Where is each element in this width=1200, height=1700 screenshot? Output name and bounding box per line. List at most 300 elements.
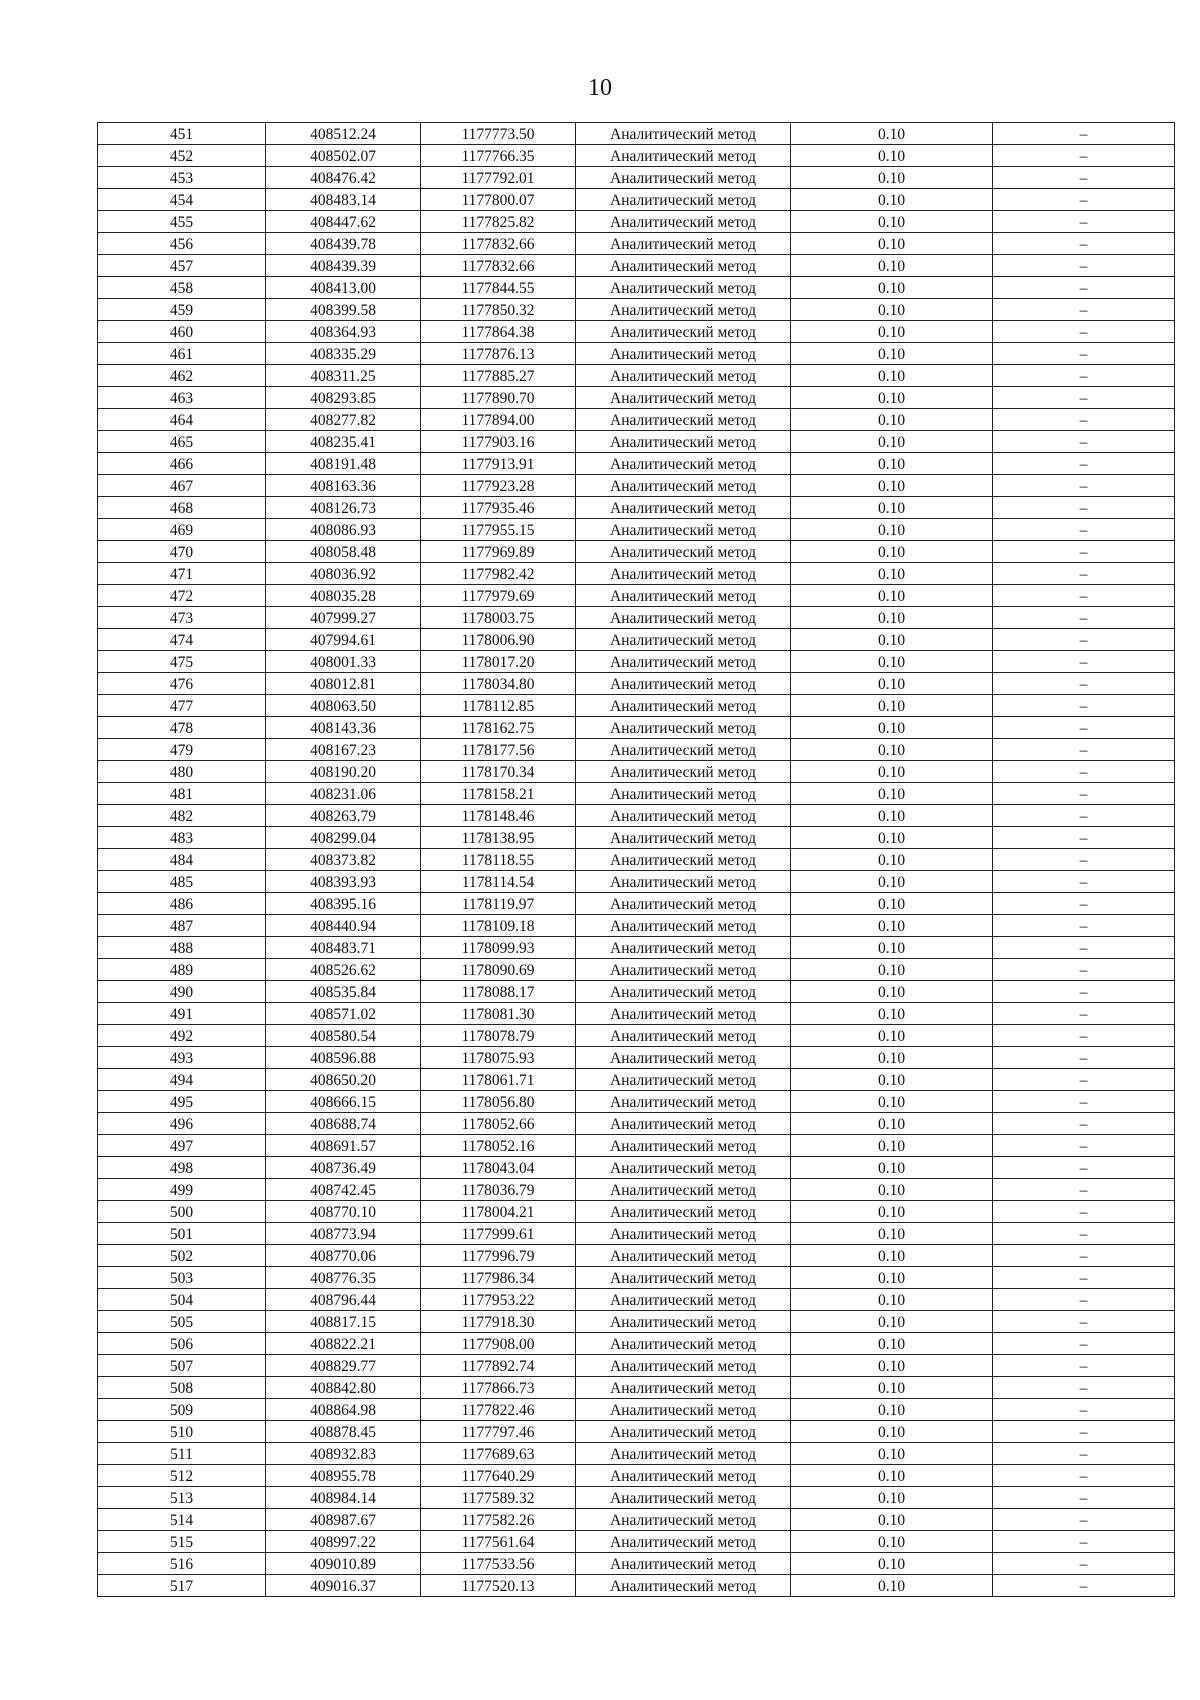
accuracy-cell: 0.10	[791, 1399, 993, 1421]
point-number-cell: 499	[98, 1179, 266, 1201]
description-cell: –	[993, 541, 1175, 563]
description-cell: –	[993, 431, 1175, 453]
point-number-cell: 459	[98, 299, 266, 321]
x-coordinate-cell: 408001.33	[266, 651, 421, 673]
x-coordinate-cell: 408526.62	[266, 959, 421, 981]
point-number-cell: 479	[98, 739, 266, 761]
accuracy-cell: 0.10	[791, 453, 993, 475]
description-cell: –	[993, 695, 1175, 717]
point-number-cell: 487	[98, 915, 266, 937]
table-row	[98, 387, 1175, 409]
method-cell: Аналитический метод	[576, 1421, 791, 1443]
description-cell: –	[993, 1553, 1175, 1575]
table-row	[98, 717, 1175, 739]
point-number-cell: 471	[98, 563, 266, 585]
table-row	[98, 849, 1175, 871]
y-coordinate-cell: 1177953.22	[421, 1289, 576, 1311]
method-cell: Аналитический метод	[576, 1025, 791, 1047]
method-cell: Аналитический метод	[576, 739, 791, 761]
description-cell: –	[993, 1399, 1175, 1421]
description-cell: –	[993, 1113, 1175, 1135]
x-coordinate-cell: 408476.42	[266, 167, 421, 189]
description-cell: –	[993, 1025, 1175, 1047]
x-coordinate-cell: 408191.48	[266, 453, 421, 475]
description-cell: –	[993, 915, 1175, 937]
point-number-cell: 501	[98, 1223, 266, 1245]
accuracy-cell: 0.10	[791, 1179, 993, 1201]
table-row	[98, 563, 1175, 585]
x-coordinate-cell: 408035.28	[266, 585, 421, 607]
point-number-cell: 466	[98, 453, 266, 475]
y-coordinate-cell: 1178158.21	[421, 783, 576, 805]
method-cell: Аналитический метод	[576, 893, 791, 915]
x-coordinate-cell: 408483.14	[266, 189, 421, 211]
y-coordinate-cell: 1177825.82	[421, 211, 576, 233]
point-number-cell: 504	[98, 1289, 266, 1311]
x-coordinate-cell: 408483.71	[266, 937, 421, 959]
point-number-cell: 507	[98, 1355, 266, 1377]
accuracy-cell: 0.10	[791, 277, 993, 299]
x-coordinate-cell: 408535.84	[266, 981, 421, 1003]
point-number-cell: 509	[98, 1399, 266, 1421]
x-coordinate-cell: 408143.36	[266, 717, 421, 739]
point-number-cell: 503	[98, 1267, 266, 1289]
accuracy-cell: 0.10	[791, 761, 993, 783]
x-coordinate-cell: 408235.41	[266, 431, 421, 453]
method-cell: Аналитический метод	[576, 1091, 791, 1113]
table-row	[98, 1025, 1175, 1047]
method-cell: Аналитический метод	[576, 871, 791, 893]
x-coordinate-cell: 408364.93	[266, 321, 421, 343]
description-cell: –	[993, 1201, 1175, 1223]
point-number-cell: 491	[98, 1003, 266, 1025]
y-coordinate-cell: 1177832.66	[421, 233, 576, 255]
method-cell: Аналитический метод	[576, 1333, 791, 1355]
method-cell: Аналитический метод	[576, 1575, 791, 1597]
y-coordinate-cell: 1177832.66	[421, 255, 576, 277]
point-number-cell: 456	[98, 233, 266, 255]
point-number-cell: 516	[98, 1553, 266, 1575]
description-cell: –	[993, 255, 1175, 277]
accuracy-cell: 0.10	[791, 1003, 993, 1025]
y-coordinate-cell: 1177561.64	[421, 1531, 576, 1553]
y-coordinate-cell: 1177935.46	[421, 497, 576, 519]
method-cell: Аналитический метод	[576, 1113, 791, 1135]
method-cell: Аналитический метод	[576, 409, 791, 431]
description-cell: –	[993, 849, 1175, 871]
method-cell: Аналитический метод	[576, 783, 791, 805]
x-coordinate-cell: 408393.93	[266, 871, 421, 893]
table-row	[98, 585, 1175, 607]
point-number-cell: 469	[98, 519, 266, 541]
method-cell: Аналитический метод	[576, 651, 791, 673]
description-cell: –	[993, 1135, 1175, 1157]
table-row	[98, 277, 1175, 299]
table-row	[98, 1487, 1175, 1509]
table-row	[98, 915, 1175, 937]
table-row	[98, 1311, 1175, 1333]
point-number-cell: 493	[98, 1047, 266, 1069]
table-row	[98, 827, 1175, 849]
table-row	[98, 673, 1175, 695]
description-cell: –	[993, 1267, 1175, 1289]
x-coordinate-cell: 408086.93	[266, 519, 421, 541]
table-row	[98, 1267, 1175, 1289]
accuracy-cell: 0.10	[791, 827, 993, 849]
point-number-cell: 514	[98, 1509, 266, 1531]
x-coordinate-cell: 408997.22	[266, 1531, 421, 1553]
x-coordinate-cell: 408399.58	[266, 299, 421, 321]
x-coordinate-cell: 408842.80	[266, 1377, 421, 1399]
accuracy-cell: 0.10	[791, 651, 993, 673]
accuracy-cell: 0.10	[791, 585, 993, 607]
y-coordinate-cell: 1178118.55	[421, 849, 576, 871]
point-number-cell: 498	[98, 1157, 266, 1179]
accuracy-cell: 0.10	[791, 1333, 993, 1355]
table-row	[98, 541, 1175, 563]
point-number-cell: 517	[98, 1575, 266, 1597]
x-coordinate-cell: 408770.10	[266, 1201, 421, 1223]
point-number-cell: 464	[98, 409, 266, 431]
y-coordinate-cell: 1178078.79	[421, 1025, 576, 1047]
accuracy-cell: 0.10	[791, 1465, 993, 1487]
description-cell: –	[993, 277, 1175, 299]
y-coordinate-cell: 1178081.30	[421, 1003, 576, 1025]
y-coordinate-cell: 1178061.71	[421, 1069, 576, 1091]
y-coordinate-cell: 1177822.46	[421, 1399, 576, 1421]
method-cell: Аналитический метод	[576, 849, 791, 871]
point-number-cell: 489	[98, 959, 266, 981]
method-cell: Аналитический метод	[576, 1289, 791, 1311]
y-coordinate-cell: 1177923.28	[421, 475, 576, 497]
y-coordinate-cell: 1177844.55	[421, 277, 576, 299]
x-coordinate-cell: 408277.82	[266, 409, 421, 431]
method-cell: Аналитический метод	[576, 1157, 791, 1179]
y-coordinate-cell: 1178043.04	[421, 1157, 576, 1179]
accuracy-cell: 0.10	[791, 321, 993, 343]
accuracy-cell: 0.10	[791, 629, 993, 651]
description-cell: –	[993, 563, 1175, 585]
method-cell: Аналитический метод	[576, 717, 791, 739]
description-cell: –	[993, 761, 1175, 783]
point-number-cell: 482	[98, 805, 266, 827]
method-cell: Аналитический метод	[576, 145, 791, 167]
table-row	[98, 255, 1175, 277]
description-cell: –	[993, 1047, 1175, 1069]
y-coordinate-cell: 1178006.90	[421, 629, 576, 651]
x-coordinate-cell: 408413.00	[266, 277, 421, 299]
method-cell: Аналитический метод	[576, 1377, 791, 1399]
point-number-cell: 481	[98, 783, 266, 805]
y-coordinate-cell: 1177582.26	[421, 1509, 576, 1531]
accuracy-cell: 0.10	[791, 1377, 993, 1399]
description-cell: –	[993, 1179, 1175, 1201]
y-coordinate-cell: 1177773.50	[421, 123, 576, 145]
method-cell: Аналитический метод	[576, 1047, 791, 1069]
accuracy-cell: 0.10	[791, 1487, 993, 1509]
table-row	[98, 871, 1175, 893]
table-row	[98, 519, 1175, 541]
y-coordinate-cell: 1177589.32	[421, 1487, 576, 1509]
method-cell: Аналитический метод	[576, 761, 791, 783]
point-number-cell: 474	[98, 629, 266, 651]
x-coordinate-cell: 408036.92	[266, 563, 421, 585]
x-coordinate-cell: 408822.21	[266, 1333, 421, 1355]
method-cell: Аналитический метод	[576, 233, 791, 255]
accuracy-cell: 0.10	[791, 497, 993, 519]
point-number-cell: 490	[98, 981, 266, 1003]
x-coordinate-cell: 408878.45	[266, 1421, 421, 1443]
table-row	[98, 937, 1175, 959]
y-coordinate-cell: 1178162.75	[421, 717, 576, 739]
description-cell: –	[993, 651, 1175, 673]
x-coordinate-cell: 408691.57	[266, 1135, 421, 1157]
point-number-cell: 458	[98, 277, 266, 299]
table-row	[98, 365, 1175, 387]
method-cell: Аналитический метод	[576, 343, 791, 365]
x-coordinate-cell: 408012.81	[266, 673, 421, 695]
table-row	[98, 1575, 1175, 1597]
method-cell: Аналитический метод	[576, 1355, 791, 1377]
accuracy-cell: 0.10	[791, 1267, 993, 1289]
description-cell: –	[993, 805, 1175, 827]
description-cell: –	[993, 1245, 1175, 1267]
point-number-cell: 478	[98, 717, 266, 739]
x-coordinate-cell: 408571.02	[266, 1003, 421, 1025]
point-number-cell: 480	[98, 761, 266, 783]
method-cell: Аналитический метод	[576, 1311, 791, 1333]
method-cell: Аналитический метод	[576, 1179, 791, 1201]
x-coordinate-cell: 408666.15	[266, 1091, 421, 1113]
accuracy-cell: 0.10	[791, 211, 993, 233]
table-row	[98, 1069, 1175, 1091]
table-row	[98, 233, 1175, 255]
description-cell: –	[993, 387, 1175, 409]
y-coordinate-cell: 1177533.56	[421, 1553, 576, 1575]
table-row	[98, 497, 1175, 519]
description-cell: –	[993, 629, 1175, 651]
method-cell: Аналитический метод	[576, 1509, 791, 1531]
accuracy-cell: 0.10	[791, 783, 993, 805]
accuracy-cell: 0.10	[791, 233, 993, 255]
accuracy-cell: 0.10	[791, 739, 993, 761]
description-cell: –	[993, 717, 1175, 739]
point-number-cell: 508	[98, 1377, 266, 1399]
point-number-cell: 511	[98, 1443, 266, 1465]
y-coordinate-cell: 1177913.91	[421, 453, 576, 475]
table-row	[98, 651, 1175, 673]
y-coordinate-cell: 1177800.07	[421, 189, 576, 211]
accuracy-cell: 0.10	[791, 849, 993, 871]
description-cell: –	[993, 893, 1175, 915]
description-cell: –	[993, 1377, 1175, 1399]
x-coordinate-cell: 408395.16	[266, 893, 421, 915]
table-row	[98, 321, 1175, 343]
table-row	[98, 1201, 1175, 1223]
description-cell: –	[993, 497, 1175, 519]
point-number-cell: 512	[98, 1465, 266, 1487]
description-cell: –	[993, 1289, 1175, 1311]
description-cell: –	[993, 1069, 1175, 1091]
point-number-cell: 494	[98, 1069, 266, 1091]
method-cell: Аналитический метод	[576, 1003, 791, 1025]
y-coordinate-cell: 1178056.80	[421, 1091, 576, 1113]
table-row	[98, 123, 1175, 145]
y-coordinate-cell: 1178017.20	[421, 651, 576, 673]
description-cell: –	[993, 145, 1175, 167]
x-coordinate-cell: 408440.94	[266, 915, 421, 937]
x-coordinate-cell: 408447.62	[266, 211, 421, 233]
y-coordinate-cell: 1177979.69	[421, 585, 576, 607]
point-number-cell: 515	[98, 1531, 266, 1553]
table-row	[98, 783, 1175, 805]
accuracy-cell: 0.10	[791, 1531, 993, 1553]
point-number-cell: 477	[98, 695, 266, 717]
x-coordinate-cell: 407994.61	[266, 629, 421, 651]
point-number-cell: 510	[98, 1421, 266, 1443]
x-coordinate-cell: 408126.73	[266, 497, 421, 519]
y-coordinate-cell: 1178114.54	[421, 871, 576, 893]
x-coordinate-cell: 409016.37	[266, 1575, 421, 1597]
y-coordinate-cell: 1177982.42	[421, 563, 576, 585]
method-cell: Аналитический метод	[576, 431, 791, 453]
point-number-cell: 488	[98, 937, 266, 959]
point-number-cell: 505	[98, 1311, 266, 1333]
description-cell: –	[993, 1355, 1175, 1377]
method-cell: Аналитический метод	[576, 673, 791, 695]
description-cell: –	[993, 585, 1175, 607]
table-row	[98, 1377, 1175, 1399]
y-coordinate-cell: 1177640.29	[421, 1465, 576, 1487]
method-cell: Аналитический метод	[576, 1267, 791, 1289]
description-cell: –	[993, 233, 1175, 255]
y-coordinate-cell: 1177908.00	[421, 1333, 576, 1355]
y-coordinate-cell: 1178112.85	[421, 695, 576, 717]
description-cell: –	[993, 321, 1175, 343]
x-coordinate-cell: 408688.74	[266, 1113, 421, 1135]
x-coordinate-cell: 408770.06	[266, 1245, 421, 1267]
table-row	[98, 893, 1175, 915]
method-cell: Аналитический метод	[576, 1399, 791, 1421]
y-coordinate-cell: 1178090.69	[421, 959, 576, 981]
x-coordinate-cell: 408167.23	[266, 739, 421, 761]
method-cell: Аналитический метод	[576, 475, 791, 497]
description-cell: –	[993, 365, 1175, 387]
table-row	[98, 1289, 1175, 1311]
accuracy-cell: 0.10	[791, 1311, 993, 1333]
description-cell: –	[993, 1509, 1175, 1531]
accuracy-cell: 0.10	[791, 893, 993, 915]
table-row	[98, 1443, 1175, 1465]
point-number-cell: 483	[98, 827, 266, 849]
x-coordinate-cell: 408955.78	[266, 1465, 421, 1487]
description-cell: –	[993, 1531, 1175, 1553]
table-row	[98, 1553, 1175, 1575]
x-coordinate-cell: 408932.83	[266, 1443, 421, 1465]
accuracy-cell: 0.10	[791, 1245, 993, 1267]
x-coordinate-cell: 408058.48	[266, 541, 421, 563]
y-coordinate-cell: 1177999.61	[421, 1223, 576, 1245]
accuracy-cell: 0.10	[791, 1201, 993, 1223]
description-cell: –	[993, 1003, 1175, 1025]
table-row	[98, 739, 1175, 761]
point-number-cell: 506	[98, 1333, 266, 1355]
method-cell: Аналитический метод	[576, 937, 791, 959]
accuracy-cell: 0.10	[791, 1025, 993, 1047]
accuracy-cell: 0.10	[791, 123, 993, 145]
x-coordinate-cell: 408502.07	[266, 145, 421, 167]
x-coordinate-cell: 408231.06	[266, 783, 421, 805]
accuracy-cell: 0.10	[791, 1553, 993, 1575]
method-cell: Аналитический метод	[576, 387, 791, 409]
point-number-cell: 454	[98, 189, 266, 211]
y-coordinate-cell: 1178088.17	[421, 981, 576, 1003]
x-coordinate-cell: 408773.94	[266, 1223, 421, 1245]
accuracy-cell: 0.10	[791, 915, 993, 937]
method-cell: Аналитический метод	[576, 189, 791, 211]
method-cell: Аналитический метод	[576, 167, 791, 189]
accuracy-cell: 0.10	[791, 871, 993, 893]
method-cell: Аналитический метод	[576, 1465, 791, 1487]
accuracy-cell: 0.10	[791, 519, 993, 541]
method-cell: Аналитический метод	[576, 695, 791, 717]
description-cell: –	[993, 1443, 1175, 1465]
y-coordinate-cell: 1178177.56	[421, 739, 576, 761]
method-cell: Аналитический метод	[576, 959, 791, 981]
point-number-cell: 497	[98, 1135, 266, 1157]
table-row	[98, 607, 1175, 629]
x-coordinate-cell: 408580.54	[266, 1025, 421, 1047]
description-cell: –	[993, 1223, 1175, 1245]
method-cell: Аналитический метод	[576, 629, 791, 651]
description-cell: –	[993, 299, 1175, 321]
x-coordinate-cell: 409010.89	[266, 1553, 421, 1575]
accuracy-cell: 0.10	[791, 981, 993, 1003]
y-coordinate-cell: 1178075.93	[421, 1047, 576, 1069]
accuracy-cell: 0.10	[791, 717, 993, 739]
x-coordinate-cell: 408742.45	[266, 1179, 421, 1201]
x-coordinate-cell: 408293.85	[266, 387, 421, 409]
method-cell: Аналитический метод	[576, 1487, 791, 1509]
point-number-cell: 476	[98, 673, 266, 695]
table-row	[98, 1399, 1175, 1421]
point-number-cell: 500	[98, 1201, 266, 1223]
point-number-cell: 513	[98, 1487, 266, 1509]
accuracy-cell: 0.10	[791, 1575, 993, 1597]
y-coordinate-cell: 1178119.97	[421, 893, 576, 915]
table-row	[98, 629, 1175, 651]
point-number-cell: 462	[98, 365, 266, 387]
point-number-cell: 463	[98, 387, 266, 409]
accuracy-cell: 0.10	[791, 1069, 993, 1091]
description-cell: –	[993, 453, 1175, 475]
description-cell: –	[993, 1465, 1175, 1487]
x-coordinate-cell: 408299.04	[266, 827, 421, 849]
method-cell: Аналитический метод	[576, 805, 791, 827]
point-number-cell: 467	[98, 475, 266, 497]
method-cell: Аналитический метод	[576, 519, 791, 541]
point-number-cell: 470	[98, 541, 266, 563]
point-number-cell: 485	[98, 871, 266, 893]
description-cell: –	[993, 167, 1175, 189]
description-cell: –	[993, 343, 1175, 365]
y-coordinate-cell: 1178099.93	[421, 937, 576, 959]
accuracy-cell: 0.10	[791, 255, 993, 277]
description-cell: –	[993, 827, 1175, 849]
description-cell: –	[993, 673, 1175, 695]
accuracy-cell: 0.10	[791, 189, 993, 211]
description-cell: –	[993, 1487, 1175, 1509]
